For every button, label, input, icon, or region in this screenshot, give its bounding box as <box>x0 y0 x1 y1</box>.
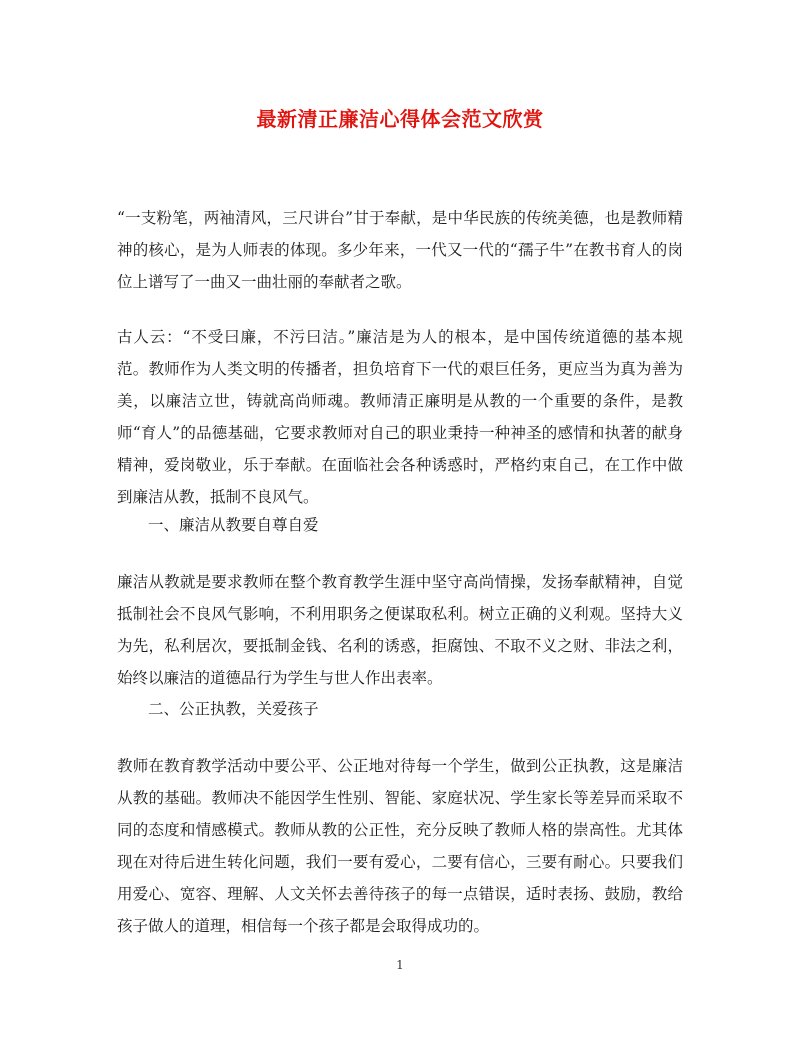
paragraph-integrity-teaching: 廉洁从教就是要求教师在整个教育教学生涯中坚守高尚情操，发扬奉献精神，自觉抵制社会不良风气影响，不利用职务之便谋取私利。树立正确的义利观。坚持大义为先，私利居次，要抵制金钱、名利的诱惑，拒腐蚀、不取不义之财、非法之利，始终以廉洁的道德品行为学生与世人作出表率。 <box>117 573 683 687</box>
paragraph-intro: “一支粉笔，两袖清风，三尺讲台”甘于奉献，是中华民族的传统美德，也是教师精神的核心，是为人师表的体现。多少年来，一代又一代的“孺子牛”在教书育人的岗位上谱写了一曲又一曲壮丽的奉献者之歌。 <box>117 209 683 291</box>
document-title: 最新清正廉洁心得体会范文欣赏 <box>256 107 544 131</box>
paragraph-ancient-saying: 古人云：“不受曰廉，不污曰洁。”廉洁是为人的根本，是中国传统道德的基本规范。教师作为人类文明的传播者，担负培育下一代的艰巨任务，更应当为真为善为美，以廉洁立世，铸就高尚师魂。教师清正廉明是从教的一个重要的条件，是教师“育人”的品德基础，它要求教师对自己的职业秉持一种神圣的感情和执著的献身精神，爱岗敬业，乐于奉献。在面临社会各种诱惑时，严格约束自己，在工作中做到廉洁从教，抵制不良风气。 <box>117 328 683 506</box>
section-heading-fair-teaching: 二、公正执教，关爱孩子 <box>148 700 319 718</box>
section-heading-self-respect: 一、廉洁从教要自尊自爱 <box>148 516 319 534</box>
page-number: 1 <box>396 958 404 972</box>
paragraph-fairness: 教师在教育教学活动中要公平、公正地对待每一个学生，做到公正执教，这是廉洁从教的基础。教师决不能因学生性别、智能、家庭状况、学生家长等差异而采取不同的态度和情感模式。教师从教的公正性，充分反映了教师人格的崇高性。尤其体现在对待后进生转化问题，我们一要有爱心，二要有信心，三要有耐心。只要我们用爱心、宽容、理解、人文关怀去善待孩子的每一点错误，适时表扬、鼓励，教给孩子做人的道理，相信每一个孩子都是会取得成功的。 <box>117 757 683 935</box>
